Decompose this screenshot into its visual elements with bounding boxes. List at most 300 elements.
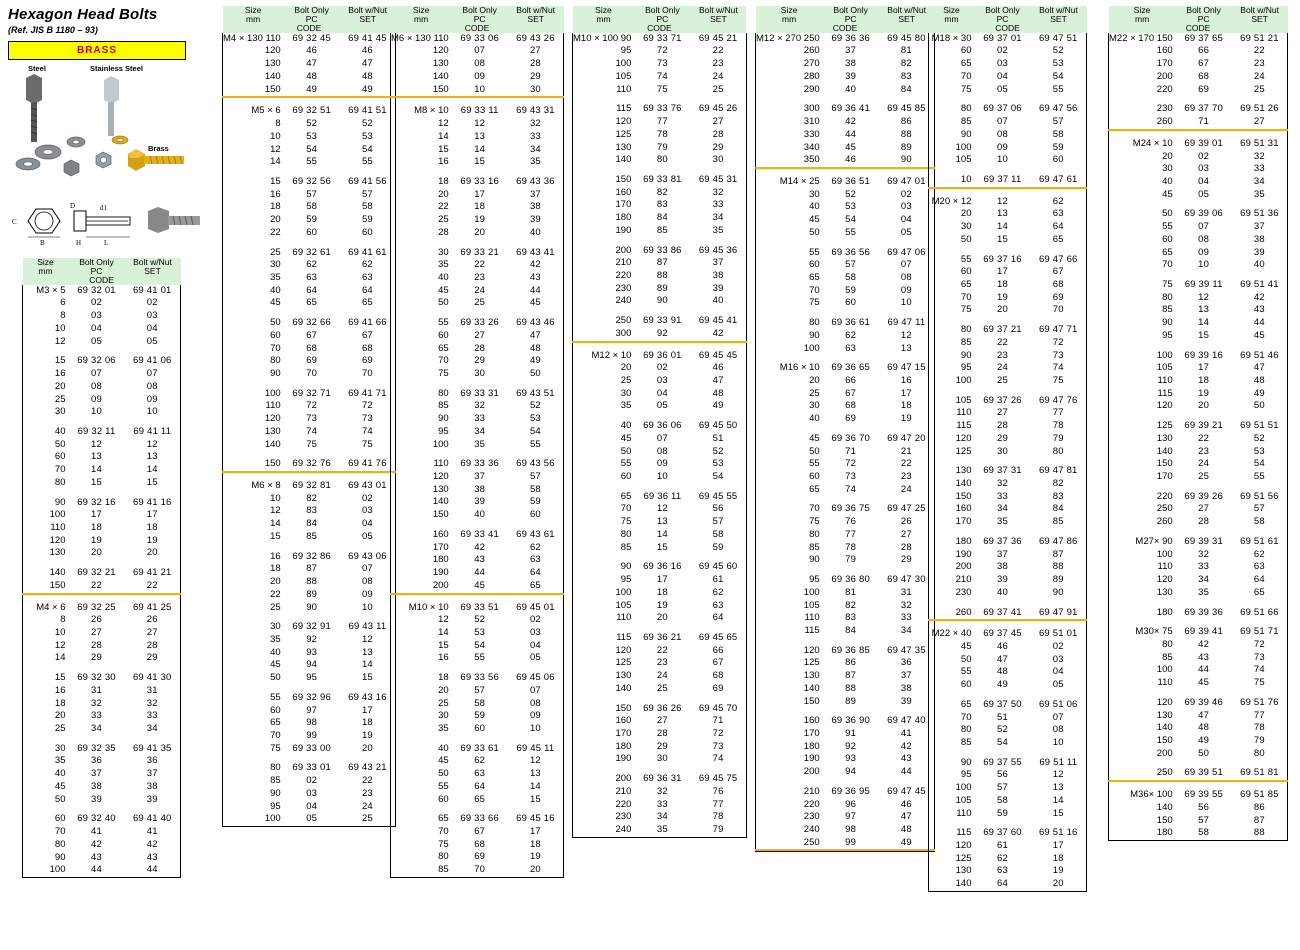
cell-bolt-only-code: 37 <box>474 471 486 483</box>
cell-bolt-with-nut-code: 63 <box>361 271 373 283</box>
cell-bolt-with-nut-code: 34 <box>146 723 158 735</box>
table-row <box>23 426 181 439</box>
cell-bolt-with-nut-code: 27 <box>529 45 541 57</box>
table-row <box>929 757 1087 770</box>
table-row <box>573 245 747 258</box>
cell-bolt-only-code: 27 <box>474 329 486 341</box>
cell-size: 85 <box>960 736 972 748</box>
table-row <box>573 715 747 728</box>
cell-bolt-with-nut-code: 05 <box>361 530 373 542</box>
header-set: SET <box>690 15 746 24</box>
cell-bolt-only-code: 31 <box>91 684 102 696</box>
cell-bolt-only-code: 56 <box>997 769 1008 781</box>
cell-bolt-only-code: 32 <box>474 400 486 412</box>
cell-bolt-only-code: 08 <box>474 58 486 70</box>
cell-size: 200 <box>1156 747 1173 759</box>
cell-bolt-with-nut-code: 64 <box>1253 574 1265 586</box>
cell-bolt-only-code: 37 <box>997 548 1008 560</box>
table-row <box>756 375 935 388</box>
table-row <box>929 420 1087 433</box>
table-row <box>23 497 181 510</box>
cell-size: 270 <box>803 58 820 70</box>
cell-bolt-only-code: 43 <box>474 554 486 566</box>
cell-bolt-only-code: 24 <box>656 670 668 682</box>
cell-bolt-only-code: 69 37 60 <box>983 827 1022 839</box>
cell-size: 230 <box>615 282 632 294</box>
cell-bolt-only-code: 32 <box>1198 548 1210 560</box>
table-row <box>391 118 564 131</box>
cell-bolt-only-code: 89 <box>306 588 318 600</box>
cell-bolt-only-code: 59 <box>997 807 1008 819</box>
cell-size: 40 <box>1162 175 1173 187</box>
cell-size: 20 <box>809 375 820 387</box>
group-spacer <box>756 638 935 645</box>
table-row <box>23 813 181 826</box>
cell-bolt-with-nut-code: 70 <box>1052 304 1064 316</box>
cell-bolt-only-code: 63 <box>845 342 857 354</box>
cell-bolt-only-code: 69 36 61 <box>831 317 870 329</box>
cell-bolt-with-nut-code: 85 <box>1052 516 1064 528</box>
cell-size: 170 <box>955 516 972 528</box>
group-spacer <box>223 614 396 621</box>
table-row <box>929 737 1087 750</box>
table-row <box>929 795 1087 808</box>
cell-bolt-with-nut-code: 18 <box>1052 852 1064 864</box>
cell-bolt-with-nut-code: 69 41 51 <box>348 105 387 117</box>
cell-bolt-with-nut-code: 32 <box>712 186 724 198</box>
cell-bolt-with-nut-code: 02 <box>146 297 158 309</box>
table-row <box>391 388 564 401</box>
table-row <box>391 529 564 542</box>
table-row <box>391 627 564 640</box>
group-spacer <box>391 451 564 458</box>
table-row <box>391 839 564 852</box>
group-spacer <box>756 310 935 317</box>
cell-bolt-only-code: 69 33 31 <box>460 387 499 399</box>
cell-bolt-only-code: 19 <box>656 599 668 611</box>
table-row <box>929 221 1087 234</box>
group-spacer <box>391 595 564 602</box>
cell-bolt-with-nut-code: 78 <box>1253 722 1265 734</box>
table-row <box>929 142 1087 155</box>
table-row <box>1109 802 1288 815</box>
cell-bolt-only-code: 69 36 16 <box>643 561 682 573</box>
header-size-unit: mm <box>596 13 611 24</box>
cell-bolt-only-code: 69 37 45 <box>983 628 1022 640</box>
cell-bolt-with-nut-code: 02 <box>529 614 541 626</box>
cell-size: 90 <box>620 561 632 573</box>
table-row <box>929 607 1087 621</box>
cell-bolt-only-code: 25 <box>656 682 668 694</box>
cell-size: 90 <box>270 787 281 799</box>
header-size: Size <box>1133 5 1151 15</box>
cell-size: 300 <box>615 327 632 339</box>
cell-size: 140 <box>432 70 449 82</box>
cell-bolt-with-nut-code: 34 <box>712 212 724 224</box>
cell-bolt-with-nut-code: 41 <box>900 727 912 739</box>
cell-bolt-with-nut-code: 07 <box>900 259 912 271</box>
cell-bolt-with-nut-code: 69 41 66 <box>348 317 387 329</box>
cell-bolt-with-nut-code: 69 51 56 <box>1240 490 1279 502</box>
cell-size: 105 <box>1156 362 1173 374</box>
table-row <box>573 270 747 283</box>
cell-bolt-only-code: 47 <box>997 653 1008 665</box>
table-row <box>391 330 564 343</box>
group-spacer <box>1109 413 1288 420</box>
table-row <box>223 705 396 718</box>
cell-bolt-with-nut-code: 68 <box>361 342 373 354</box>
group-spacer <box>23 490 181 497</box>
cell-bolt-only-code: 04 <box>656 387 668 399</box>
table-row <box>1109 446 1288 459</box>
cell-bolt-with-nut-code: 69 47 45 <box>887 785 926 797</box>
cell-bolt-only-code: 37 <box>845 45 857 57</box>
table-row <box>1109 176 1288 189</box>
table-row <box>223 801 396 814</box>
cell-bolt-with-nut-code: 53 <box>529 413 541 425</box>
cell-size: 200 <box>615 773 632 785</box>
cell-bolt-with-nut-code: 69 51 41 <box>1240 278 1279 290</box>
group-spacer <box>573 167 747 174</box>
header-size: Size <box>244 5 262 15</box>
cell-bolt-with-nut-code: 18 <box>146 521 158 533</box>
table-row <box>1109 189 1288 202</box>
cell-size: 30 <box>1162 163 1173 175</box>
table-row <box>223 227 396 240</box>
table-row <box>573 645 747 658</box>
cell-bolt-only-code: 69 39 16 <box>1184 349 1223 361</box>
table-row <box>573 657 747 670</box>
cell-bolt-only-code: 72 <box>306 400 318 412</box>
cell-bolt-with-nut-code: 02 <box>900 188 912 200</box>
cell-size: 140 <box>803 682 820 694</box>
cell-bolt-with-nut-code: 47 <box>712 375 724 387</box>
cell-bolt-only-code: 69 33 41 <box>460 528 499 540</box>
cell-bolt-only-code: 85 <box>306 530 318 542</box>
cell-bolt-only-code: 07 <box>91 368 102 380</box>
group-spacer <box>1109 343 1288 350</box>
cell-bolt-only-code: 86 <box>845 657 857 669</box>
cell-size: 80 <box>270 762 281 774</box>
cell-size: 6 <box>60 297 66 309</box>
cell-bolt-only-code: 69 33 00 <box>292 742 331 754</box>
cell-bolt-only-code: 66 <box>1198 45 1210 57</box>
cell-bolt-with-nut-code: 65 <box>529 579 541 591</box>
cell-size: 100 <box>803 342 820 354</box>
cell-bolt-with-nut-code: 15 <box>361 672 373 684</box>
cell-bolt-with-nut-code: 22 <box>900 458 912 470</box>
cell-bolt-with-nut-code: 69 51 85 <box>1240 789 1279 801</box>
table-row <box>223 743 396 756</box>
cell-bolt-with-nut-code: 52 <box>529 400 541 412</box>
cell-bolt-with-nut-code: 43 <box>1253 304 1265 316</box>
cell-size: 45 <box>438 284 449 296</box>
cell-size: 55 <box>960 666 972 678</box>
cell-bolt-only-code: 69 37 31 <box>983 465 1022 477</box>
cell-bolt-only-code: 34 <box>1198 574 1210 586</box>
cell-size: 190 <box>955 548 972 560</box>
cell-size: 70 <box>809 503 820 515</box>
cell-bolt-with-nut-code: 69 47 71 <box>1038 324 1078 336</box>
table-body <box>756 33 935 852</box>
cell-size: M12 × 10 <box>591 349 632 361</box>
cell-bolt-only-code: 52 <box>845 188 857 200</box>
group-spacer <box>756 567 935 574</box>
code-table-column-0 <box>22 258 181 878</box>
table-row <box>223 33 396 46</box>
cell-bolt-only-code: 17 <box>91 509 102 521</box>
cell-bolt-with-nut-code: 46 <box>361 45 373 57</box>
cell-size: 170 <box>615 199 632 211</box>
cell-bolt-with-nut-code: 69 51 76 <box>1240 696 1279 708</box>
cell-size: 25 <box>438 214 449 226</box>
table-row <box>573 420 747 433</box>
table-row <box>23 781 181 794</box>
cell-bolt-with-nut-code: 87 <box>1052 548 1064 560</box>
cell-size: 115 <box>616 631 632 643</box>
cell-size: 100 <box>1156 664 1173 676</box>
cell-bolt-with-nut-code: 69 45 31 <box>698 173 738 185</box>
cell-size: 15 <box>270 530 281 542</box>
cell-bolt-with-nut-code: 62 <box>712 586 724 598</box>
cell-bolt-with-nut-code: 66 <box>712 644 724 656</box>
table-row <box>929 129 1087 142</box>
table-row <box>23 627 181 640</box>
cell-size: 35 <box>438 722 449 734</box>
table-row <box>573 491 747 504</box>
header-bolt-only: Bolt Only <box>1176 6 1232 15</box>
cell-bolt-with-nut-code: 28 <box>900 541 912 553</box>
cell-bolt-with-nut-code: 29 <box>146 652 158 664</box>
cell-bolt-only-code: 02 <box>91 297 102 309</box>
cell-size: 130 <box>264 58 281 70</box>
cell-bolt-with-nut-code: 59 <box>529 496 541 508</box>
cell-bolt-only-code: 12 <box>91 438 102 450</box>
table-row <box>391 71 564 84</box>
cell-bolt-with-nut-code: 14 <box>1052 794 1064 806</box>
cell-bolt-with-nut-code: 32 <box>146 697 158 709</box>
cell-size: 12 <box>270 143 281 155</box>
page-subtitle: (Ref. JIS B 1180 – 93) <box>8 25 98 35</box>
table-row <box>929 478 1087 491</box>
cell-bolt-with-nut-code: 63 <box>1052 208 1064 220</box>
cell-bolt-only-code: 97 <box>306 704 318 716</box>
cell-size: 170 <box>615 727 632 739</box>
table-row <box>223 144 396 157</box>
cell-bolt-only-code: 63 <box>306 271 318 283</box>
cell-bolt-with-nut-code: 44 <box>146 864 158 876</box>
cell-bolt-only-code: 28 <box>997 420 1008 432</box>
cell-size: 10 <box>960 173 972 185</box>
table-row <box>573 703 747 716</box>
cell-bolt-only-code: 63 <box>474 768 486 780</box>
cell-bolt-only-code: 58 <box>1198 827 1210 839</box>
cell-bolt-only-code: 49 <box>1198 734 1210 746</box>
cell-bolt-with-nut-code: 12 <box>361 633 373 645</box>
cell-size: 180 <box>1156 827 1173 839</box>
table-row <box>1109 735 1288 748</box>
cell-bolt-only-code: 74 <box>656 70 668 82</box>
table-row <box>391 45 564 58</box>
cell-size: 250 <box>803 836 820 848</box>
cell-size: 230 <box>803 811 820 823</box>
cell-bolt-with-nut-code: 69 47 06 <box>887 246 926 258</box>
cell-size: 70 <box>620 503 632 515</box>
cell-size: 130 <box>264 425 281 437</box>
table-row <box>391 343 564 356</box>
cell-bolt-with-nut-code: 67 <box>361 329 373 341</box>
table-row <box>929 433 1087 446</box>
cell-bolt-with-nut-code: 69 45 75 <box>698 773 738 785</box>
cell-bolt-only-code: 44 <box>474 567 486 579</box>
table-row <box>756 189 935 202</box>
table-row <box>391 297 564 310</box>
cell-bolt-with-nut-code: 32 <box>900 599 912 611</box>
cell-bolt-with-nut-code: 69 45 11 <box>516 742 555 754</box>
cell-bolt-with-nut-code: 13 <box>361 646 373 658</box>
cell-bolt-with-nut-code: 78 <box>712 811 724 823</box>
cell-size: 95 <box>270 800 281 812</box>
table-row <box>1109 677 1288 690</box>
cell-bolt-with-nut-code: 60 <box>1052 154 1064 166</box>
cell-size: 15 <box>54 672 66 684</box>
group-spacer <box>23 736 181 743</box>
table-row <box>929 491 1087 504</box>
table-row <box>929 279 1087 292</box>
cell-bolt-only-code: 62 <box>474 755 486 767</box>
cell-size: 16 <box>54 684 66 696</box>
cell-bolt-with-nut-code: 45 <box>529 297 541 309</box>
cell-size: 125 <box>615 128 632 140</box>
table-row <box>756 388 935 401</box>
table-row <box>573 683 747 696</box>
cell-bolt-with-nut-code: 69 43 41 <box>516 246 555 258</box>
table-row <box>756 433 935 446</box>
cell-bolt-with-nut-code: 13 <box>1052 782 1064 794</box>
cell-bolt-with-nut-code: 69 45 45 <box>698 349 738 361</box>
cell-bolt-with-nut-code: 69 43 56 <box>516 458 555 470</box>
cell-size: 85 <box>1162 304 1173 316</box>
table-row <box>756 612 935 625</box>
table-row <box>391 227 564 240</box>
cell-size: 120 <box>264 45 281 57</box>
cell-bolt-only-code: 72 <box>656 45 668 57</box>
cell-size: 20 <box>270 214 281 226</box>
cell-bolt-only-code: 84 <box>656 212 668 224</box>
table-row <box>756 71 935 84</box>
cell-size: 65 <box>270 717 281 729</box>
group-spacer <box>1109 782 1288 789</box>
cell-bolt-only-code: 46 <box>997 640 1008 652</box>
cell-bolt-with-nut-code: 72 <box>1052 336 1064 348</box>
table-row <box>23 602 181 615</box>
table-row <box>1109 697 1288 710</box>
table-row <box>223 813 396 826</box>
cell-bolt-with-nut-code: 89 <box>900 141 912 153</box>
table-row <box>23 698 181 711</box>
table-row <box>223 330 396 343</box>
cell-size: 25 <box>270 246 281 258</box>
cell-size: 80 <box>960 103 972 115</box>
table-row <box>391 413 564 426</box>
cell-bolt-with-nut-code: 22 <box>146 579 158 591</box>
cell-bolt-only-code: 48 <box>997 666 1008 678</box>
table-row <box>23 477 181 490</box>
table-row <box>223 84 396 98</box>
cell-size: 115 <box>1157 387 1173 399</box>
cell-bolt-with-nut-code: 26 <box>900 516 912 528</box>
header-pc: PC <box>1176 15 1232 24</box>
cell-bolt-with-nut-code: 34 <box>1253 175 1265 187</box>
cell-bolt-only-code: 17 <box>1198 362 1210 374</box>
table-row <box>756 400 935 413</box>
cell-size: 50 <box>438 297 449 309</box>
cell-size: 50 <box>620 445 632 457</box>
cell-bolt-with-nut-code: 07 <box>146 368 158 380</box>
cell-size: 100 <box>615 58 632 70</box>
table-row <box>23 323 181 336</box>
cell-bolt-only-code: 35 <box>1198 586 1210 598</box>
cell-bolt-with-nut-code: 77 <box>1052 407 1064 419</box>
cell-bolt-only-code: 90 <box>306 601 318 613</box>
cell-size: 60 <box>1162 233 1173 245</box>
cell-bolt-with-nut-code: 69 45 21 <box>698 32 738 44</box>
table-row <box>391 247 564 260</box>
cell-bolt-with-nut-code: 40 <box>529 226 541 238</box>
table-row <box>391 864 564 877</box>
cell-bolt-with-nut-code: 28 <box>712 128 724 140</box>
cell-bolt-only-code: 04 <box>306 800 318 812</box>
table-row <box>929 808 1087 821</box>
table-row <box>929 446 1087 459</box>
cell-bolt-only-code: 53 <box>306 130 318 142</box>
cell-size: 120 <box>615 644 632 656</box>
cell-bolt-only-code: 30 <box>474 368 486 380</box>
cell-bolt-only-code: 94 <box>845 766 857 778</box>
cell-bolt-with-nut-code: 19 <box>900 413 912 425</box>
table-row <box>1109 433 1288 446</box>
cell-bolt-only-code: 07 <box>1198 221 1210 233</box>
photo-label-steel: Steel <box>28 64 46 73</box>
group-spacer <box>223 240 396 247</box>
cell-size: 75 <box>809 297 820 309</box>
cell-bolt-only-code: 25 <box>1198 471 1210 483</box>
cell-bolt-with-nut-code: 52 <box>361 118 373 130</box>
cell-size: 70 <box>960 291 972 303</box>
cell-bolt-only-code: 60 <box>474 722 486 734</box>
cell-size: 85 <box>620 541 632 553</box>
cell-bolt-only-code: 54 <box>474 639 486 651</box>
cell-bolt-with-nut-code: 27 <box>1253 116 1265 128</box>
cell-bolt-only-code: 68 <box>474 838 486 850</box>
table-row <box>929 827 1087 840</box>
cell-size: 12 <box>438 118 449 130</box>
cell-bolt-with-nut-code: 20 <box>1052 878 1064 890</box>
cell-bolt-only-code: 38 <box>845 58 857 70</box>
header-code: CODE <box>1109 24 1288 33</box>
cell-bolt-with-nut-code: 32 <box>529 118 541 130</box>
table-row <box>1109 400 1288 413</box>
table-row <box>929 266 1087 279</box>
table-row <box>1109 375 1288 388</box>
cell-bolt-with-nut-code: 44 <box>1253 317 1265 329</box>
cell-bolt-with-nut-code: 69 41 61 <box>348 246 387 258</box>
cell-size: 110 <box>1157 677 1173 689</box>
cell-bolt-only-code: 27 <box>1198 503 1210 515</box>
cell-bolt-with-nut-code: 63 <box>1253 561 1265 573</box>
table-row <box>573 84 747 97</box>
cell-bolt-only-code: 69 32 86 <box>292 550 331 562</box>
